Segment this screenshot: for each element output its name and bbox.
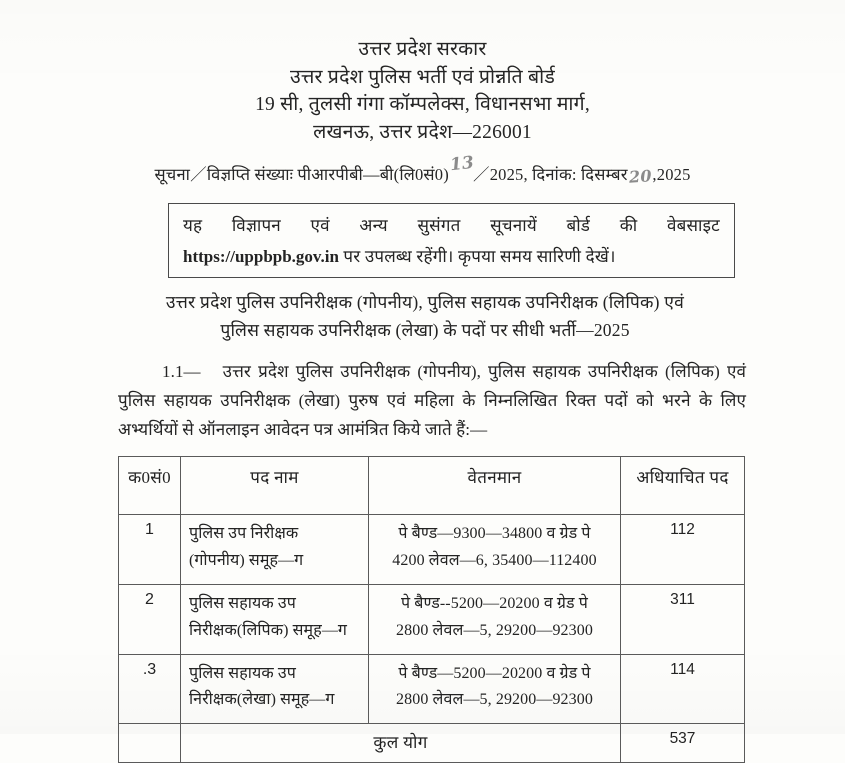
pay-scale-line-1: पे बैण्ड—9300—34800 व ग्रेड पे [398, 525, 591, 542]
post-name-line-2: निरीक्षक(लिपिक) समूह—ग [189, 621, 348, 639]
header-line-government: उत्तर प्रदेश सरकार [358, 39, 487, 60]
table-row [119, 515, 745, 585]
pay-scale-line-1: पे बैण्ड—5200—20200 व ग्रेड पे [398, 664, 591, 682]
handwritten-day: 20 [628, 165, 653, 187]
column-header-pay-scale: वेतनमान [369, 457, 621, 515]
notice-word: एवं [310, 216, 330, 235]
post-name-line-2: निरीक्षक(लेखा) समूह—ग [189, 691, 335, 709]
notice-word: अन्य [359, 216, 388, 235]
cell-post-count: 112 [621, 515, 745, 585]
website-notice-line-2 [183, 244, 720, 267]
clause-paragraph [118, 357, 746, 445]
notice-word: वेबसाइट [666, 216, 720, 235]
header-line-city-pin: लखनऊ, उत्तर प्रदेश—226001 [313, 122, 532, 144]
cell-post-name [181, 515, 369, 585]
board-website-url[interactable]: https://uppbpb.gov.in [183, 247, 339, 266]
post-name-line-1: पुलिस सहायक उप [189, 594, 296, 612]
notice-date-year: ,2025 [652, 164, 691, 184]
pay-scale-line-1: पे बैण्ड--5200—20200 व ग्रेड पे [400, 594, 588, 612]
handwritten-notice-number: 13 [448, 152, 475, 175]
notice-word: सुसंगत [417, 216, 461, 235]
website-notice-line-1 [183, 213, 720, 236]
cell-total-blank [119, 724, 181, 763]
table-total-row [119, 724, 745, 763]
page-title [105, 288, 745, 345]
cell-serial: .3 [119, 654, 181, 724]
header-line-address: 19 सी, तुलसी गंगा कॉम्पलेक्स, विधानसभा मार्ग, [255, 94, 590, 116]
table-row [119, 654, 745, 724]
post-name-line-1: पुलिस सहायक उप [189, 664, 296, 682]
website-notice-box [168, 203, 735, 278]
cell-post-name [181, 584, 369, 654]
notice-word: विज्ञापन [231, 216, 281, 235]
post-name-line-2: (गोपनीय) समूह—ग [189, 551, 304, 569]
title-line-1: उत्तर प्रदेश पुलिस उपनिरीक्षक (गोपनीय), पुलिस सहायक उपनिरीक्षक (लिपिक) एवं [165, 292, 685, 312]
notice-slash: ／ [473, 164, 490, 184]
table-header-row [119, 457, 745, 515]
cell-post-count: 311 [621, 584, 745, 654]
pay-scale-line-2: 2800 लेवल—5, 29200—92300 [396, 691, 593, 709]
notice-year: 2025, [489, 164, 528, 184]
vacancy-table-container [118, 456, 744, 763]
clause-text: उत्तर प्रदेश पुलिस उपनिरीक्षक (गोपनीय), पुलिस सहायक उपनिरीक्षक (लिपिक) एवं पुलिस सहायक उपनिरीक्षक (लेखा) पुरुष एवं महिला के निम्नलिखित रिक्त पदों को भरने के लिए अभ्यर्थियों से ऑनलाइन आवेदन पत्र आमंत्रित किये जाते हैं:— [118, 362, 746, 440]
column-header-requisitioned-posts: अधियाचित पद [621, 457, 745, 515]
cell-total-value: 537 [621, 724, 745, 763]
cell-serial: 2 [119, 584, 181, 654]
notice-number-prefix: सूचना／विज्ञप्ति संख्याः पीआरपीबी—बी(लि0सं0) [154, 164, 449, 184]
notice-number-line [0, 152, 845, 187]
column-header-serial: क0सं0 [119, 457, 181, 515]
cell-post-count: 114 [621, 654, 745, 724]
pay-scale-line-2: 4200 लेवल—6, 35400—112400 [392, 551, 597, 569]
cell-serial: 1 [119, 515, 181, 585]
notice-word: यह [183, 216, 203, 235]
cell-total-label: कुल योग [181, 724, 621, 763]
header-line-board: उत्तर प्रदेश पुलिस भर्ती एवं प्रोन्नति बोर्ड [290, 66, 555, 88]
notice-month: दिसम्बर [581, 164, 628, 184]
notice-word: की [619, 216, 638, 235]
post-name-line-1: पुलिस उप निरीक्षक [189, 525, 299, 542]
notice-word: सूचनायें [490, 216, 537, 235]
cell-post-name [181, 654, 369, 724]
document-header [0, 0, 845, 147]
vacancy-table [118, 456, 745, 763]
clause-number: 1.1— [162, 362, 201, 381]
cell-pay-scale [369, 584, 621, 654]
cell-pay-scale [369, 515, 621, 585]
pay-scale-line-2: 2800 लेवल—5, 29200—92300 [396, 621, 593, 639]
column-header-post-name: पद नाम [181, 457, 369, 515]
notice-date-label: दिनांक: [532, 164, 577, 184]
website-notice-trailing-text: पर उपलब्ध रहेंगी। कृपया समय सारिणी देखें। [338, 247, 616, 266]
cell-pay-scale [369, 654, 621, 724]
title-line-2: पुलिस सहायक उपनिरीक्षक (लेखा) के पदों पर सीधी भर्ती—2025 [220, 320, 630, 341]
table-row [119, 584, 745, 654]
notice-word: बोर्ड [566, 216, 591, 235]
